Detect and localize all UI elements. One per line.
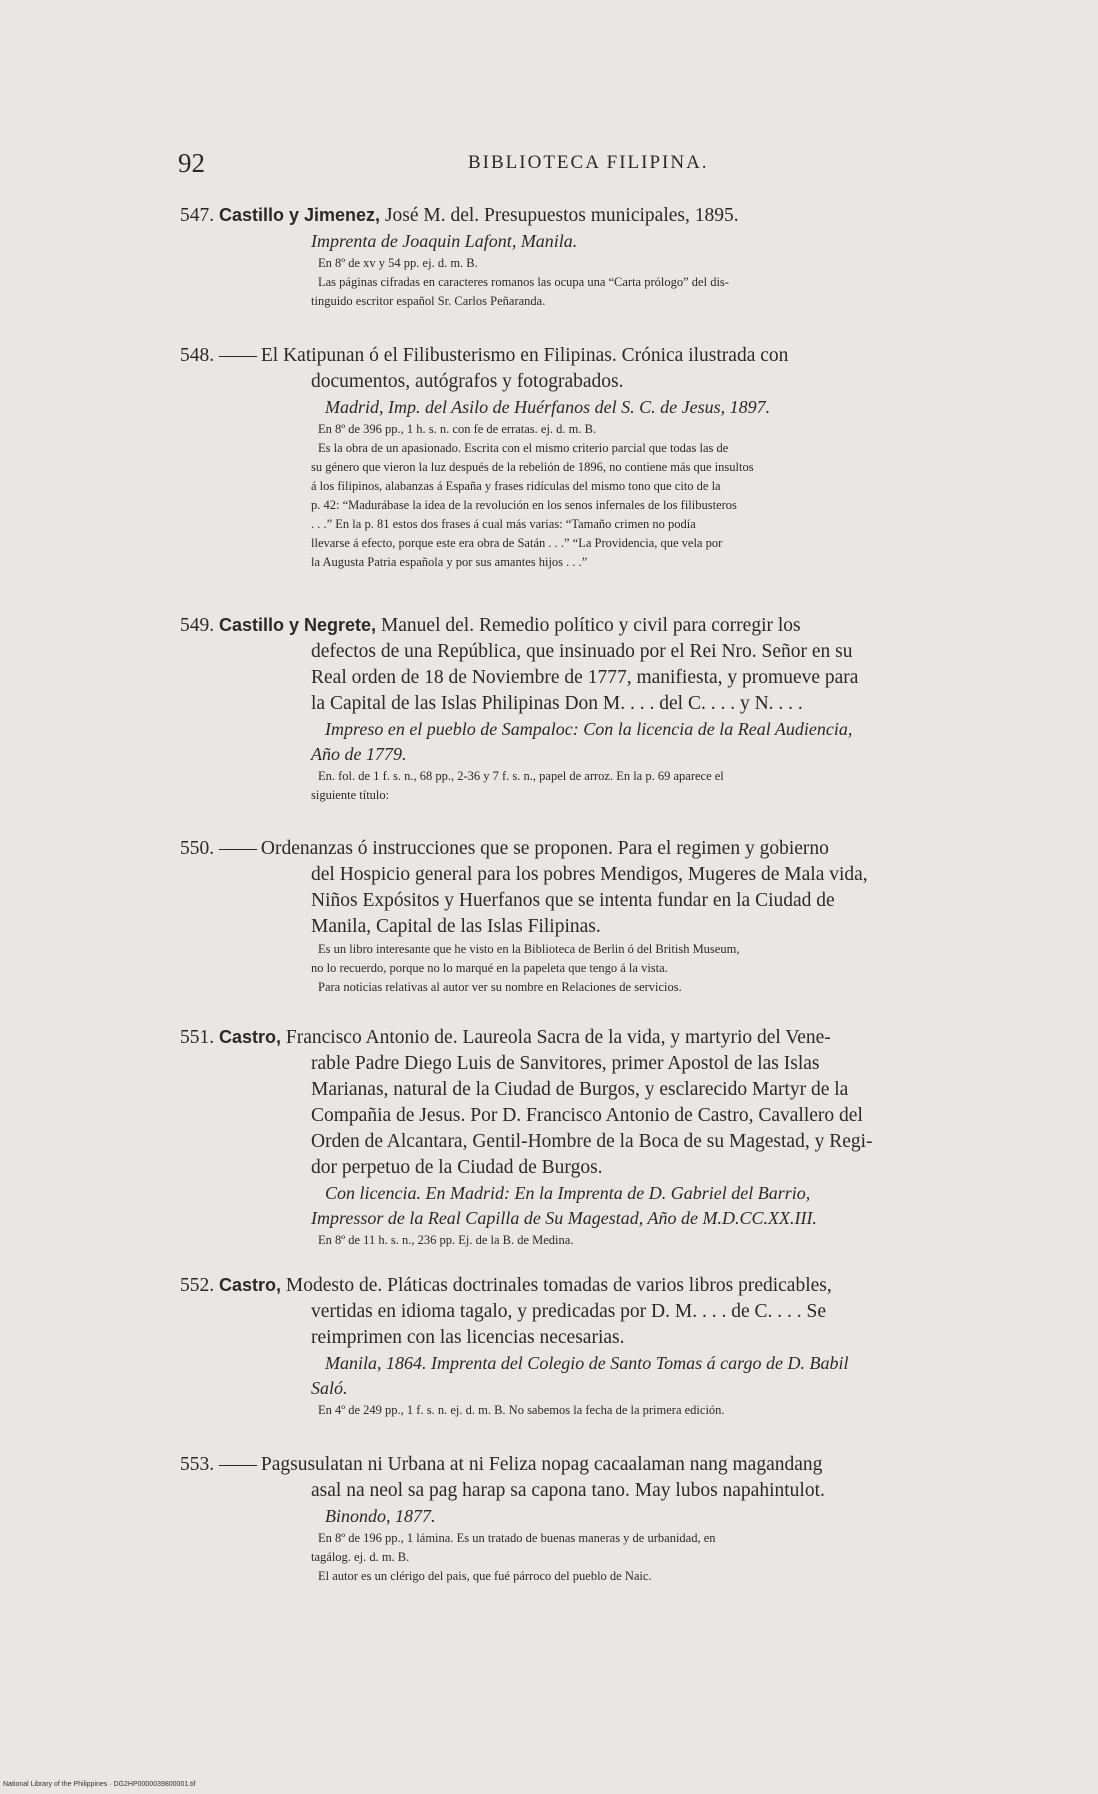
imprint: Impressor de la Real Capilla de Su Magestad, Año de M.D.CC.XX.III. [311,1208,817,1228]
note-line: la Augusta Patria española y por sus amantes hijos . . .” [311,555,588,569]
entry-author: Castillo y Negrete, [219,615,377,635]
note-line: Las páginas cifradas en caracteres romanos las ocupa una “Carta prólogo” del dis- [318,275,729,289]
entry-553: 553. —— Pagsusulatan ni Urbana at ni Feliza nopag cacaalaman nang magandang asal na neol sa pag harap sa capona tano. May lubos napahintulot. Binondo, 1877. En 8º de 196 pp., 1 lámina. Es un tratado de buenas maneras y de urbanidad, en tagálog. ej. d. m. B. El autor es un clérigo del pais, que fué párroco del pueblo de Naic. [180,1452,1038,1586]
note-line: no lo recuerdo, porque no lo marqué en la papeleta que tengo á la vista. [311,961,668,975]
entry-551: 551. Castro, Francisco Antonio de. Laureola Sacra de la vida, y martyrio del Vene- rable Padre Diego Luis de Sanvitores, primer Apostol de las Islas Marianas, natural de la Ciudad de Burgos, y esclarecido Martyr de la Compañia de Jesus. Por D. Francisco Antonio de Castro, Cavallero del Orden de Alcantara, Gentil-Hombre de la Boca de su Magestad, y Regi- dor perpetuo de la Ciudad de Burgos. Con licencia. En Madrid: En la Imprenta de D. Gabriel del Barrio, Impressor de la Real Capilla de Su Magestad, Año de M.D.CC.XX.III. En 8º de 11 h. s. n., 236 pp. Ej. de la B. de Medina. [180,1024,1038,1250]
imprint: Saló. [311,1378,348,1398]
ditto-dash: —— [219,838,256,859]
entry-552: 552. Castro, Modesto de. Pláticas doctrinales tomadas de varios libros predicables, vertidas en idioma tagalo, y predicadas por D. M. . . . de C. . . . Se reimprimen con las licencias necesarias. Manila, 1864. Imprenta del Colegio de Santo Tomas á cargo de D. Babil Saló. En 4º de 249 pp., 1 f. s. n. ej. d. m. B. No sabemos la fecha de la primera edición. [180,1272,1038,1420]
page-number: 92 [178,148,205,178]
note-line: Es un libro interesante que he visto en la Biblioteca de Berlin ó del British Museum, [318,942,740,956]
note-line: tagálog. ej. d. m. B. [311,1550,410,1564]
scan-credit: National Library of the Philippines · DG2HP0000039800001.tif [3,1781,196,1788]
imprint: Binondo, 1877. [325,1506,436,1526]
imprint: Madrid, Imp. del Asilo de Huérfanos del S. C. de Jesus, 1897. [325,397,771,417]
note-line: En 8º de xv y 54 pp. ej. d. m. B. [318,256,478,270]
entry-author: Castro, [219,1275,282,1295]
imprint: Manila, 1864. Imprenta del Colegio de Santo Tomas á cargo de D. Babil [325,1353,849,1373]
note-line: En 4º de 249 pp., 1 f. s. n. ej. d. m. B. No sabemos la fecha de la primera edición. [318,1403,725,1417]
entry-number: 548. [180,345,215,366]
note-line: . . .” En la p. 81 estos dos frases á cual más varias: “Tamaño crimen no podía [311,517,696,531]
note-line: á los filipinos, alabanzas á España y frases ridículas del mismo tono que cito de la [311,479,721,493]
note-line: El autor es un clérigo del pais, que fué párroco del pueblo de Naic. [318,1569,652,1583]
entry-number: 550. [180,838,215,859]
note-line: Es la obra de un apasionado. Escrita con el mismo criterio parcial que todas las de [318,441,729,455]
note-line: siguiente título: [311,788,390,802]
entry-547: 547. Castillo y Jimenez, José M. del. Presupuestos municipales, 1895. Imprenta de Joaquin Lafont, Manila. En 8º de xv y 54 pp. ej. d. m. B. Las páginas cifradas en caracteres romanos las ocupa una “Carta prólogo” del dis- tinguido escritor español Sr. Carlos Peñaranda. [180,202,1038,311]
note-line: su género que vieron la luz después de la rebelión de 1896, no contiene más que insultos [311,460,754,474]
entry-549: 549. Castillo y Negrete, Manuel del. Remedio político y civil para corregir los defectos de una República, que insinuado por el Rei Nro. Señor en su Real orden de 18 de Noviembre de 1777, manifiesta, y promueve para la Capital de las Islas Philipinas Don M. . . . del C. . . . y N. . . . Impreso en el pueblo de Sampaloc: Con la licencia de la Real Audiencia, Año de 1779. En. fol. de 1 f. s. n., 68 pp., 2-36 y 7 f. s. n., papel de arroz. En la p. 69 aparece el siguiente título: [180,612,1038,805]
entry-number: 551. [180,1027,215,1048]
ditto-dash: —— [219,345,256,366]
entry-number: 547. [180,205,215,226]
note-line: En 8º de 196 pp., 1 lámina. Es un tratado de buenas maneras y de urbanidad, en [318,1531,716,1545]
imprint: Con licencia. En Madrid: En la Imprenta de D. Gabriel del Barrio, [325,1183,811,1203]
running-title: BIBLIOTECA FILIPINA. [468,152,709,173]
note-line: tinguido escritor español Sr. Carlos Peñaranda. [311,294,546,308]
imprint: Año de 1779. [311,744,407,764]
ditto-dash: —— [219,1454,256,1475]
entry-author: Castro, [219,1027,282,1047]
entry-550: 550. —— Ordenanzas ó instrucciones que se proponen. Para el regimen y gobierno del Hospicio general para los pobres Mendigos, Mugeres de Mala vida, Niños Expósitos y Huerfanos que se intenta fundar en la Ciudad de Manila, Capital de las Islas Filipinas. Es un libro interesante que he visto en la Biblioteca de Berlin ó del British Museum, no lo recuerdo, porque no lo marqué en la papeleta que tengo á la vista. Para noticias relativas al autor ver su nombre en Relaciones de servicios. [180,836,1038,997]
note-line: llevarse á efecto, porque este era obra de Satán . . .” “La Providencia, que vela por [311,536,723,550]
imprint: Imprenta de Joaquin Lafont, Manila. [311,231,578,251]
entry-548: 548. —— El Katipunan ó el Filibusterismo en Filipinas. Crónica ilustrada con documentos, autógrafos y fotograbados. Madrid, Imp. del Asilo de Huérfanos del S. C. de Jesus, 1897. En 8º de 396 pp., 1 h. s. n. con fe de erratas. ej. d. m. B. Es la obra de un apasionado. Escrita con el mismo criterio parcial que todas las de su género que vieron la luz después de la rebelión de 1896, no contiene más que insultos á los filipinos, alabanzas á España y frases ridículas del mismo tono que cito de la p. 42: “Madurábase la idea de la revolución en los senos infernales de los filibusteros . . .” En la p. 81 estos dos frases á cual más varias: “Tamaño crimen no podía llevarse á efecto, porque este era obra de Satán . . .” “La Providencia, que vela por la Augusta Patria española y por sus amantes hijos . . .” [180,343,1038,572]
entry-number: 553. [180,1454,215,1475]
note-line: p. 42: “Madurábase la idea de la revolución en los senos infernales de los filibusteros [311,498,737,512]
entry-number: 549. [180,615,215,636]
note-line: En 8º de 396 pp., 1 h. s. n. con fe de erratas. ej. d. m. B. [318,422,597,436]
note-line: En. fol. de 1 f. s. n., 68 pp., 2-36 y 7 f. s. n., papel de arroz. En la p. 69 aparece el [318,769,724,783]
imprint: Impreso en el pueblo de Sampaloc: Con la licencia de la Real Audiencia, [325,719,853,739]
entry-number: 552. [180,1275,215,1296]
page-header [178,148,1038,182]
note-line: Para noticias relativas al autor ver su nombre en Relaciones de servicios. [318,980,682,994]
entry-author: Castillo y Jimenez, [219,205,381,225]
note-line: En 8º de 11 h. s. n., 236 pp. Ej. de la B. de Medina. [318,1233,574,1247]
